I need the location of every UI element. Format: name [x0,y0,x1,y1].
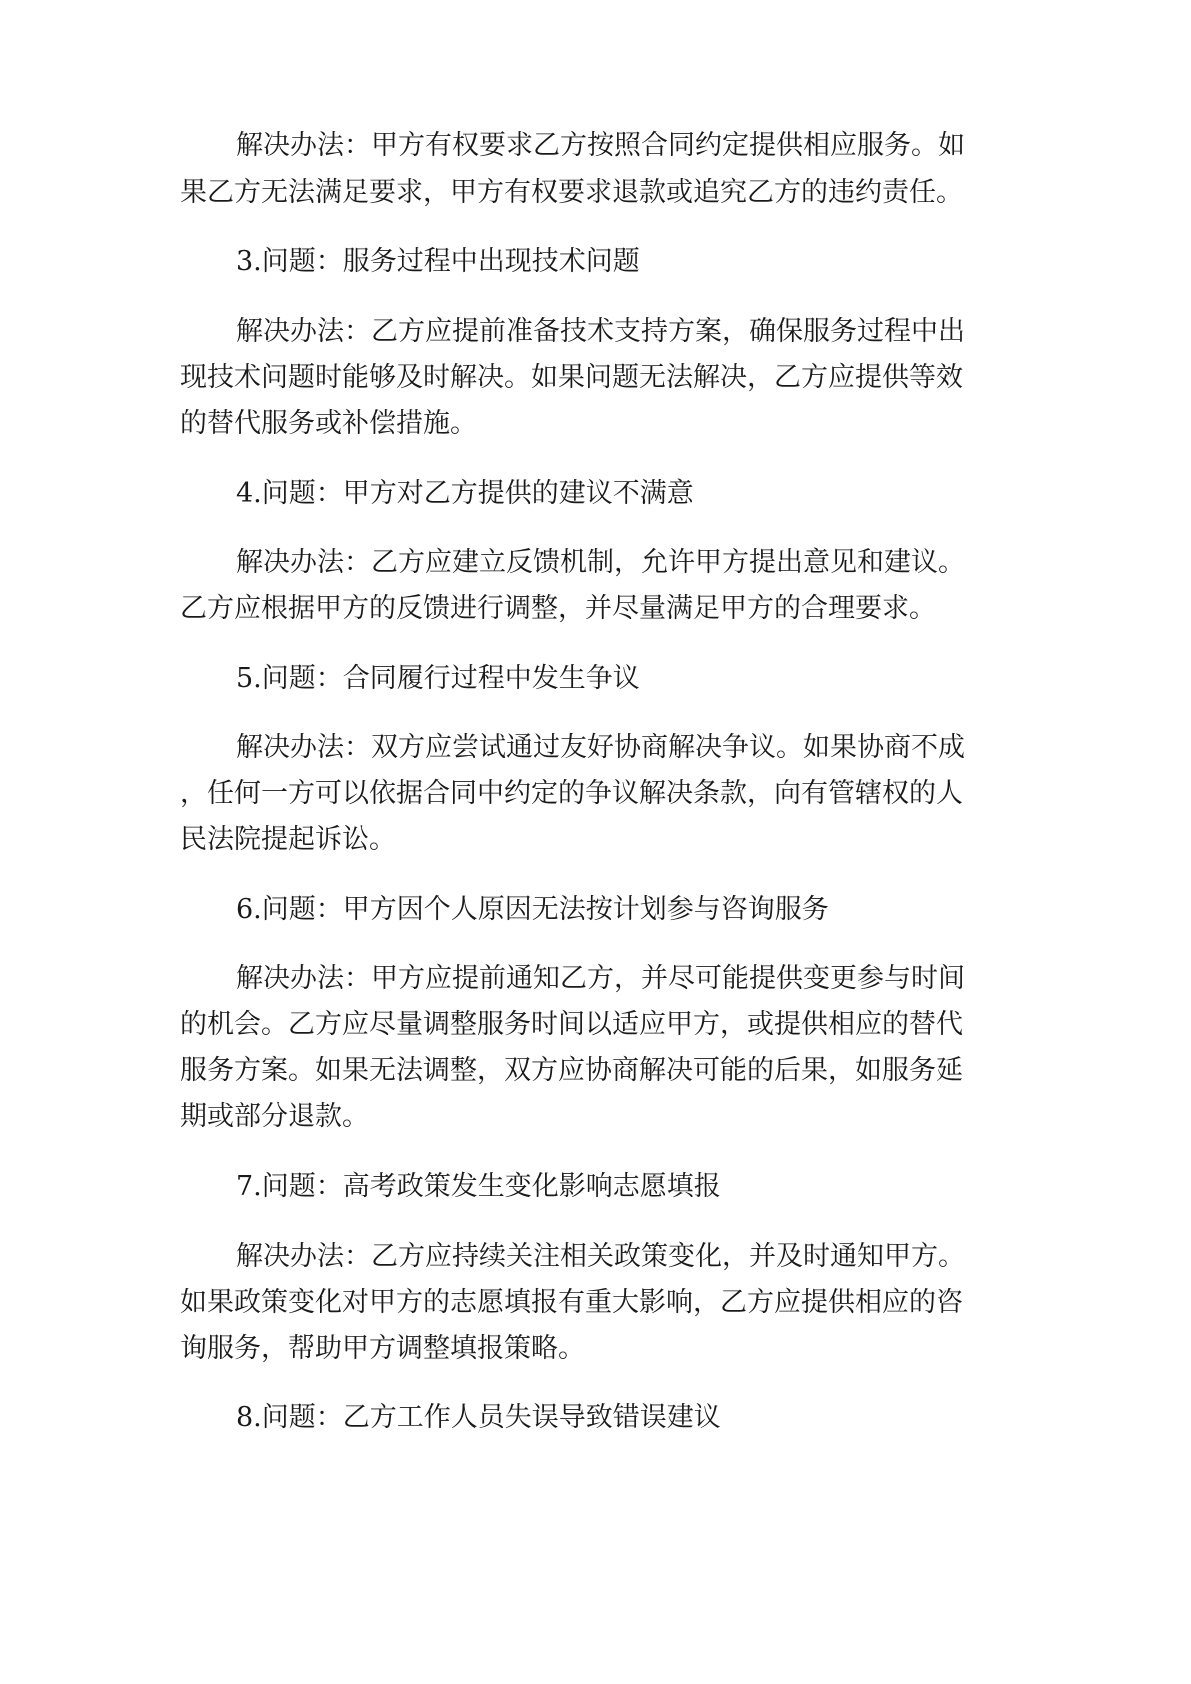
paragraph-line: 的替代服务或补偿措施。 [180,408,477,439]
paragraph-line: 的机会。乙方应尽量调整服务时间以适应甲方，或提供相应的替代 [180,1009,963,1040]
question-heading: 6.问题：甲方因个人原因无法按计划参与咨询服务 [236,894,829,925]
paragraph-line: 乙方应根据甲方的反馈进行调整，并尽量满足甲方的合理要求。 [180,593,936,624]
question-heading: 5.问题：合同履行过程中发生争议 [236,663,640,694]
question-heading: 8.问题：乙方工作人员失误导致错误建议 [236,1402,721,1433]
paragraph-line: 果乙方无法满足要求，甲方有权要求退款或追究乙方的违约责任。 [180,177,963,208]
paragraph-line: 民法院提起诉讼。 [180,824,396,855]
paragraph-line: 解决办法：乙方应持续关注相关政策变化，并及时通知甲方。 [236,1241,965,1272]
paragraph-line: 服务方案。如果无法调整，双方应协商解决可能的后果，如服务延 [180,1055,963,1086]
question-heading: 3.问题：服务过程中出现技术问题 [236,246,640,277]
paragraph-line: 解决办法：甲方应提前通知乙方，并尽可能提供变更参与时间 [236,963,965,994]
question-heading: 4.问题：甲方对乙方提供的建议不满意 [236,478,694,509]
paragraph-line: 解决办法：乙方应提前准备技术支持方案，确保服务过程中出 [236,316,965,347]
paragraph-line: 期或部分退款。 [180,1101,369,1132]
paragraph-line: 询服务，帮助甲方调整填报策略。 [180,1333,585,1364]
paragraph-line: 解决办法：甲方有权要求乙方按照合同约定提供相应服务。如 [236,130,965,161]
paragraph-line: 解决办法：乙方应建立反馈机制，允许甲方提出意见和建议。 [236,547,965,578]
question-heading: 7.问题：高考政策发生变化影响志愿填报 [236,1171,721,1202]
paragraph-line: 解决办法：双方应尝试通过友好协商解决争议。如果协商不成 [236,732,965,763]
paragraph-line: 如果政策变化对甲方的志愿填报有重大影响，乙方应提供相应的咨 [180,1287,963,1318]
paragraph-line: 现技术问题时能够及时解决。如果问题无法解决，乙方应提供等效 [180,362,963,393]
paragraph-line: ，任何一方可以依据合同中约定的争议解决条款，向有管辖权的人 [180,778,963,809]
